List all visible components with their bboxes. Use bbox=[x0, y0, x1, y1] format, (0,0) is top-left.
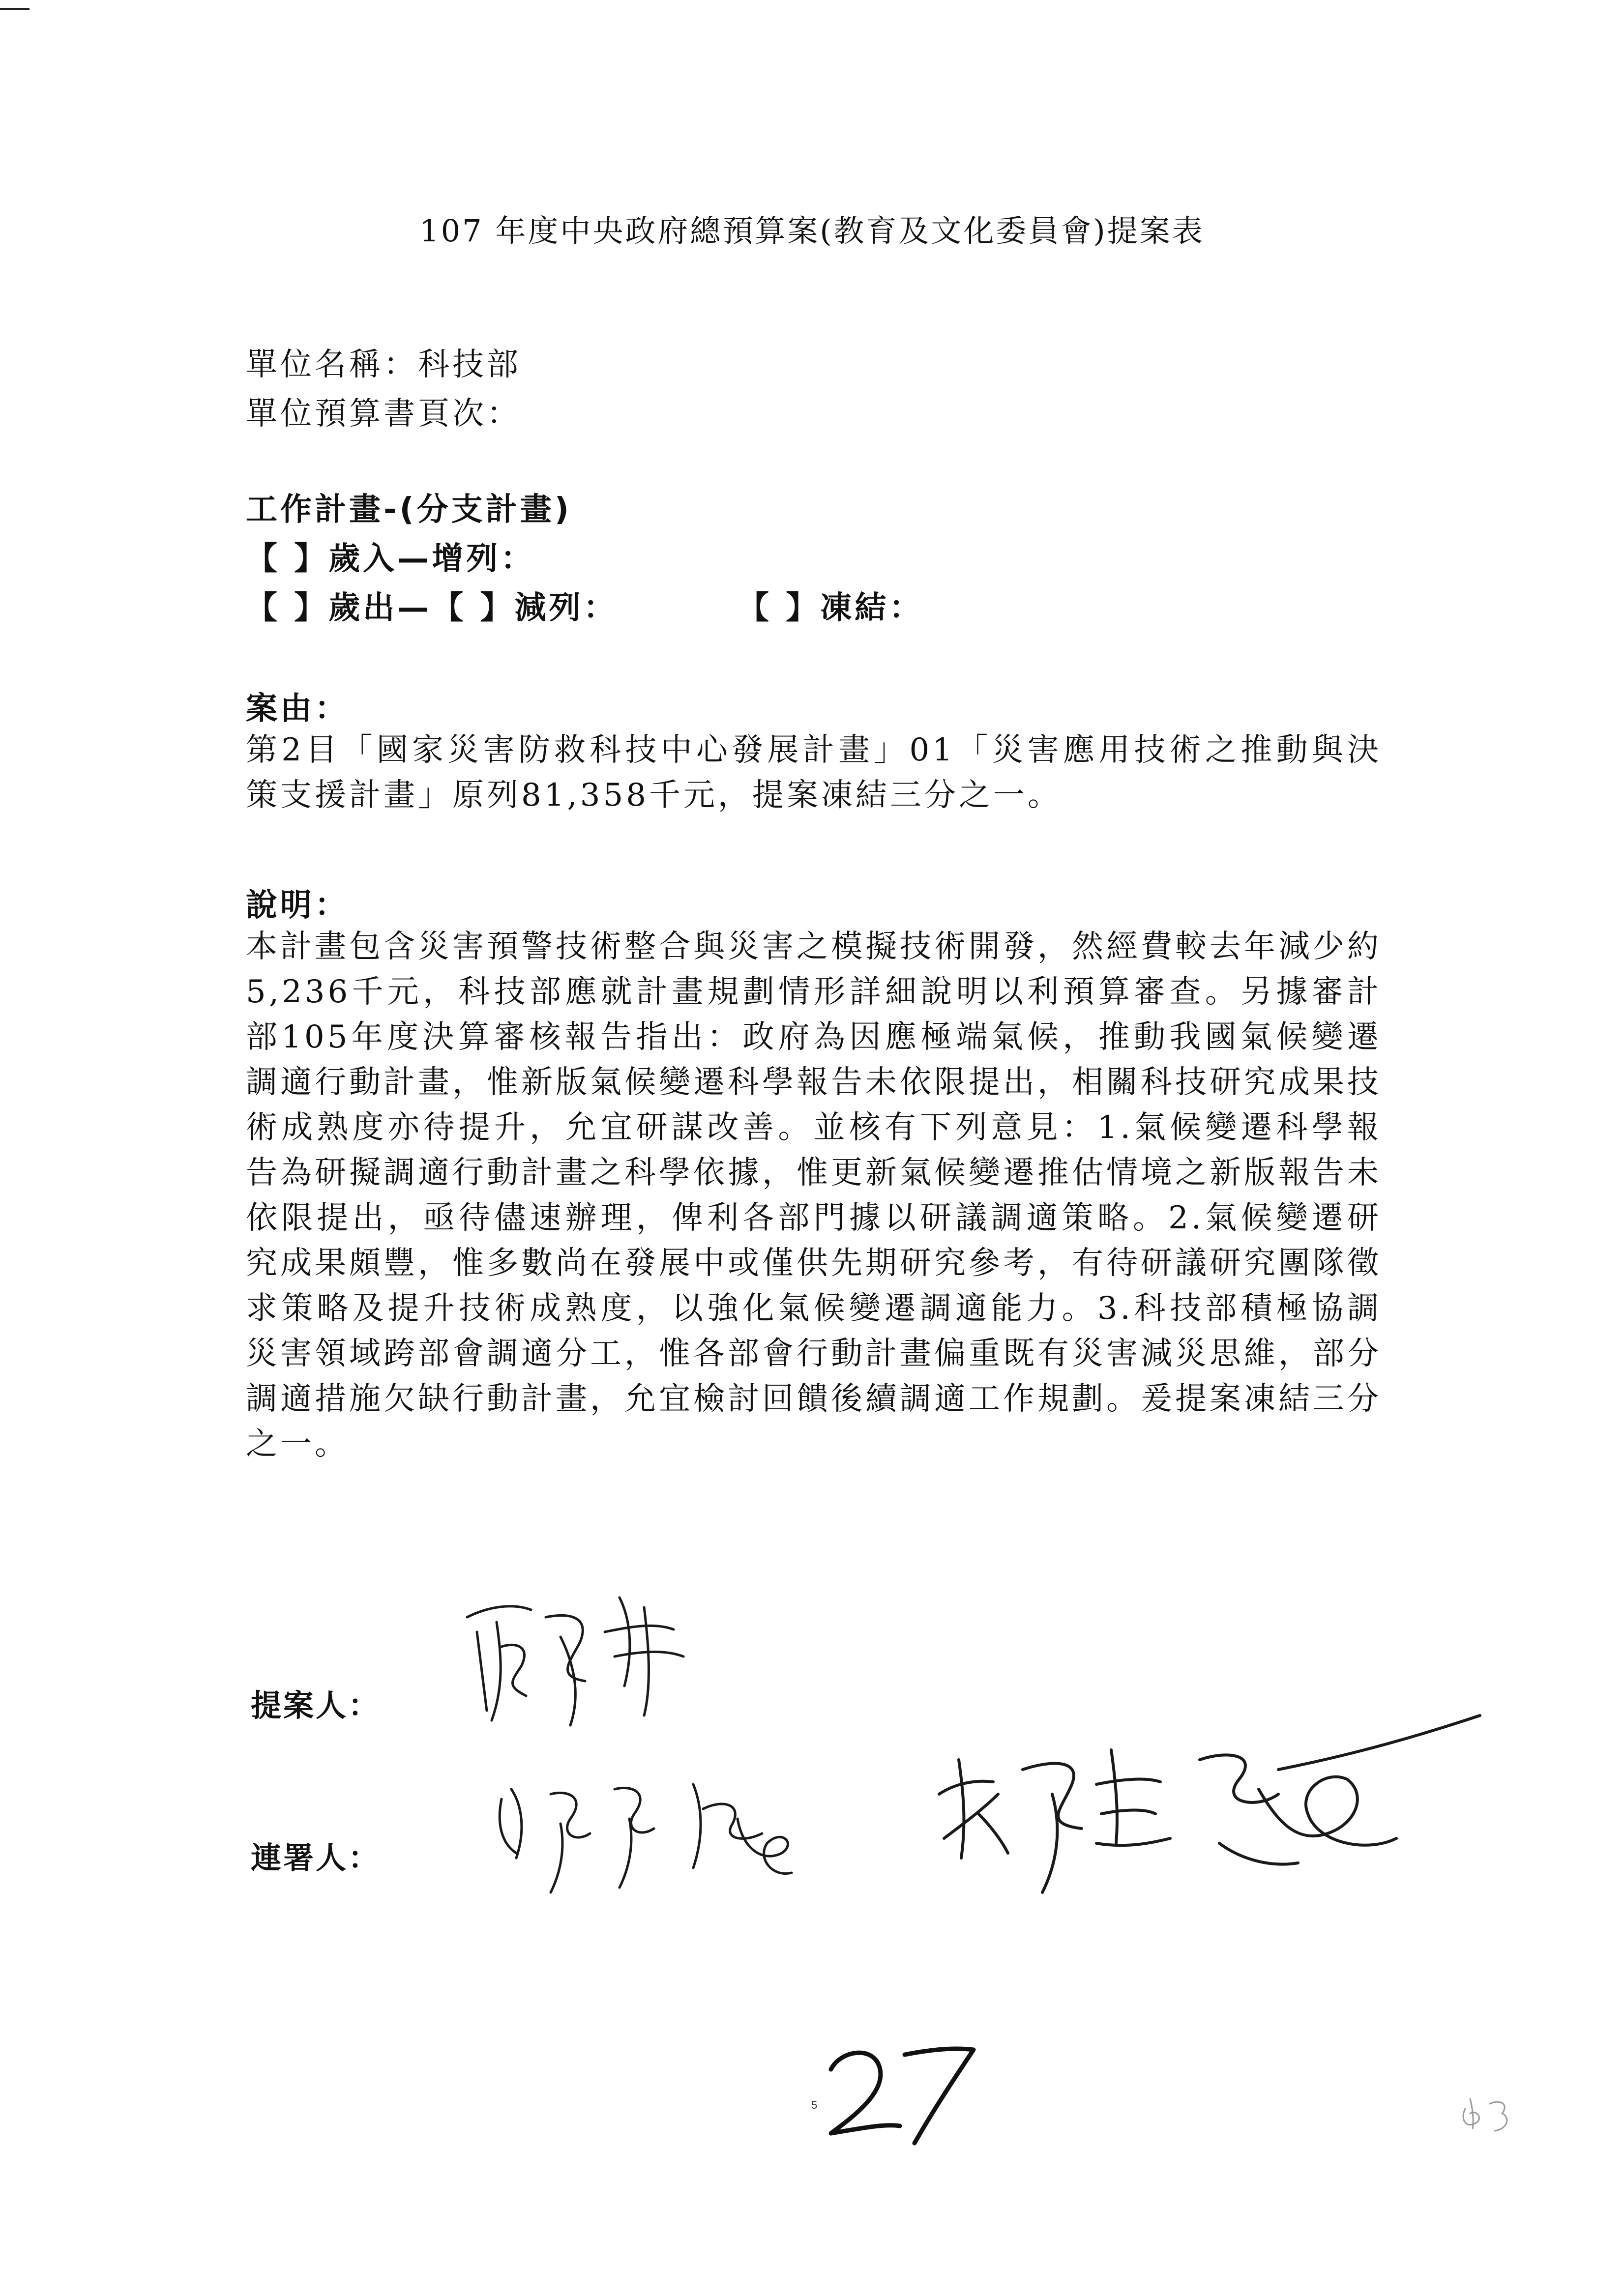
margin-handwritten-mark bbox=[1455, 2089, 1524, 2138]
explanation-text: 本計畫包含災害預警技術整合與災害之模擬技術開發，然經費較去年減少約5,236千元，科技部應就計畫規劃情形詳細說明以利預算審查。另據審計部105年度決算審核報告指出：政府為因應極端氣候，推動我國氣候變遷調適行動計畫，惟新版氣候變遷科學報告未依限提出，相關科技研究成果技術成熟度亦待提升，允宜研謀改善。並核有下列意見：1.氣候變遷科學報告為研擬調適行動計畫之科學依據，惟更新氣候變遷推估情境之新版報告未依限提出，亟待儘速辦理，俾利各部門據以研議調適策略。2.氣候變遷研究成果頗豐，惟多數尚在發展中或僅供先期研究參考，有待研議研究團隊徵求策略及提升技術成熟度，以強化氣候變遷調適能力。3.科技部積極協調災害領域跨部會調適分工，惟各部會行動計畫偏重既有災害減災思維，部分調適措施欠缺行動計畫，允宜檢討回饋後續調適工作規劃。爰提案凍結三分之一。 bbox=[246, 929, 1382, 1462]
unit-name: 單位名稱：科技部 bbox=[246, 347, 521, 383]
page-number: 5 bbox=[811, 2099, 818, 2111]
cosigner-signature-1 bbox=[487, 1770, 841, 1897]
unit-budget-page: 單位預算書頁次： bbox=[246, 396, 521, 432]
reason-text: 第2目「國家災害防救科技中心發展計畫」01「災害應用技術之推動與決策支援計畫」原列81,358千元，提案凍結三分之一。 bbox=[246, 732, 1382, 814]
document-title: 107 年度中央政府總預算案(教育及文化委員會)提案表 bbox=[419, 213, 1205, 249]
handwritten-page-mark bbox=[821, 2025, 988, 2153]
explanation-heading: 說明： bbox=[246, 887, 349, 924]
proposer-signature bbox=[457, 1588, 713, 1735]
scan-corner-mark bbox=[0, 8, 30, 10]
proposer-label: 提案人： bbox=[251, 1687, 381, 1723]
work-plan: 工作計畫-(分支計畫) bbox=[246, 492, 572, 528]
expenditure-line: 【 】歲出—【 】減列： bbox=[246, 590, 618, 626]
revenue-line: 【 】歲入—增列： bbox=[246, 541, 535, 577]
cosigner-label: 連署人： bbox=[251, 1840, 381, 1876]
cosigner-signature-2 bbox=[924, 1696, 1490, 1907]
freeze-label: 【 】凍結： bbox=[738, 590, 924, 626]
reason-heading: 案由： bbox=[246, 691, 349, 727]
